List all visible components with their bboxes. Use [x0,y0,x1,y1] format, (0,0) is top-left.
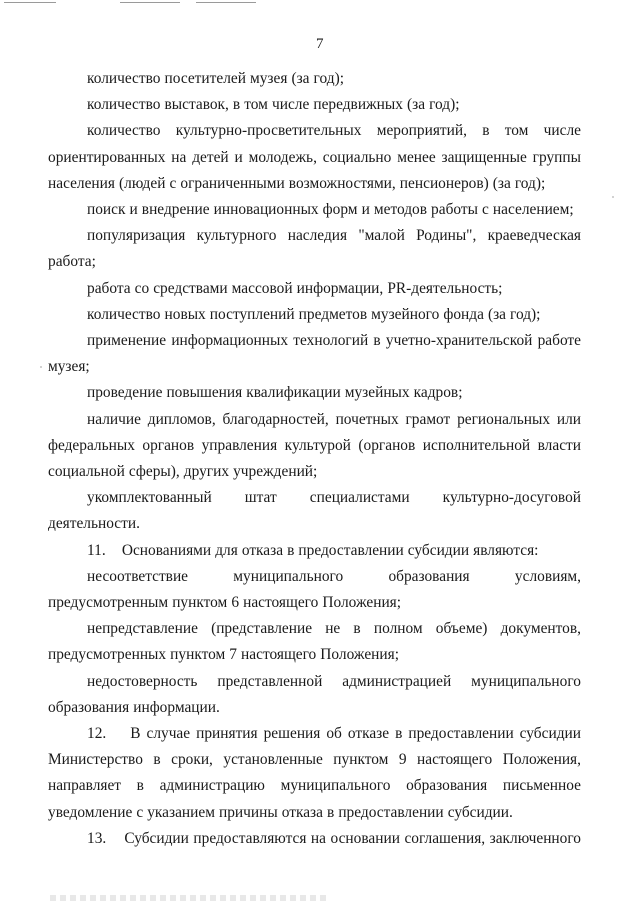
numbered-paragraph-12: 12. В случае принятия решения об отказе в предоставлении субсидии Министерство в сроки, установленные пунктом 9 настоящего Положения, направляет в администрацию муниципального образования письменное уведомление с указанием причины отказа в предоставлении субсидии. [48,725,581,821]
scan-bottom-edge [50,895,330,901]
paragraph: непредставление (представление не в полном объеме) документов, предусмотренных пунктом 7 настоящего Положения; [48,620,581,664]
scan-speck [40,366,42,368]
paragraph: несоответствие муниципального образования условиям, предусмотренным пунктом 6 настоящего Положения; [48,567,581,612]
paragraph: количество новых поступлений предметов музейного фонда (за год); [87,305,541,323]
paragraph: количество посетителей музея (за год); [87,70,344,87]
numbered-paragraph-11: 11. Основаниями для отказа в предоставлении субсидии являются: [87,541,539,559]
paragraph: популяризация культурного наследия "малой Родины", краеведческая работа; [48,227,581,271]
paragraph: поиск и внедрение инновационных форм и методов работы с населением; [87,201,574,219]
scan-edge-marks [0,2,640,6]
scan-speck [612,196,614,198]
paragraph: недостоверность представленной администрацией муниципального образования информации. [48,672,581,716]
paragraph: укомплектованный штат специалистами культурно-досуговой деятельности. [48,489,581,533]
paragraph: количество выставок, в том числе передвижных (за год); [87,96,460,114]
paragraph: работа со средствами массовой информации, PR-деятельность; [87,279,503,297]
paragraph: количество культурно-просветительных мероприятий, в том числе ориентированных на детей и молодежь, социально менее защищенные группы населения (людей с ограниченными возможностями, пенсионеров) (за год); [48,122,581,192]
paragraph: наличие дипломов, благодарностей, почетных грамот региональных или федеральных органов управления культурой (органов исполнительной власти социальной сферы), других учреждений; [48,410,581,481]
document-body [48,66,581,852]
numbered-paragraph-13: 13. Субсидии предоставляются на основании соглашения, заключенного [87,829,581,847]
page-number: 7 [316,36,324,52]
paragraph: проведение повышения квалификации музейных кадров; [87,384,463,402]
paragraph: применение информационных технологий в учетно-хранительской работе музея; [48,332,581,376]
